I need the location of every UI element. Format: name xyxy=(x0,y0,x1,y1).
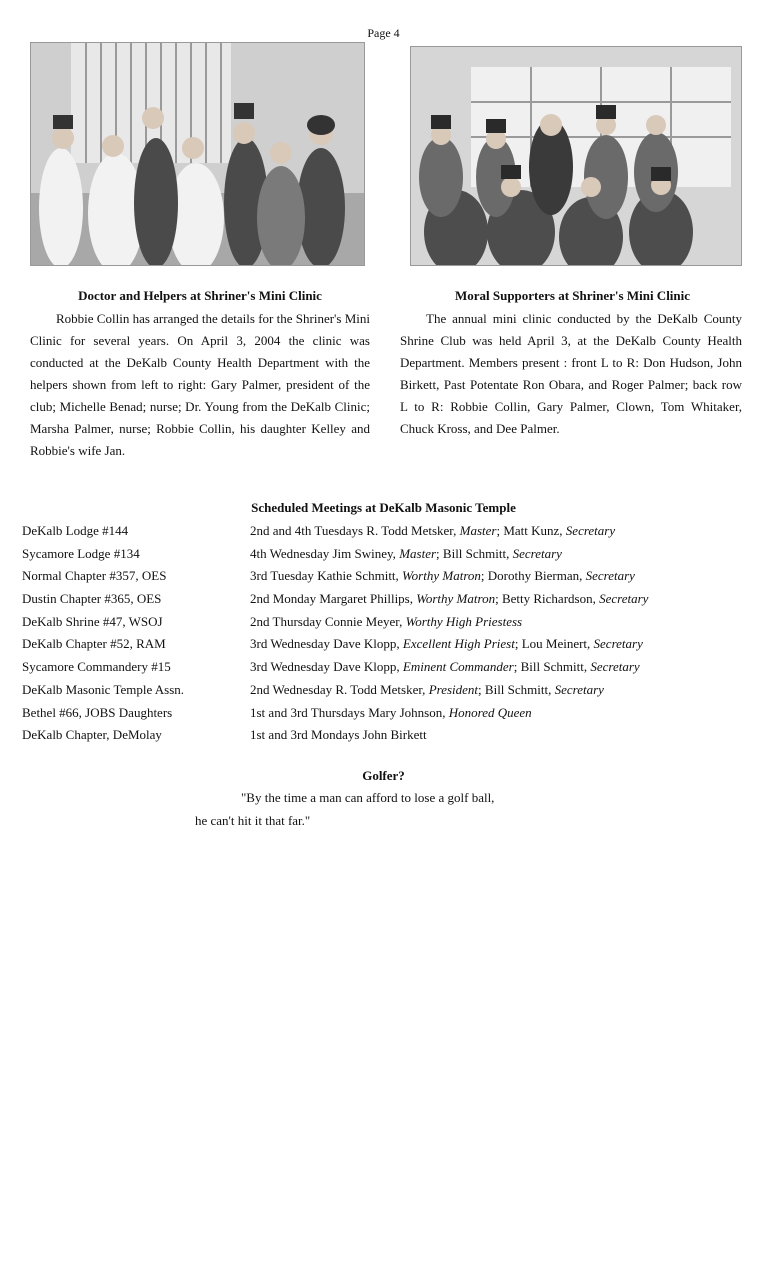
meeting-schedule: 2nd Thursday xyxy=(250,613,322,629)
meeting-organization: DeKalb Masonic Temple Assn. xyxy=(22,681,185,697)
meeting-officer-1: Kathie Schmitt, xyxy=(317,568,399,584)
meeting-role-1: Master xyxy=(459,523,497,538)
meeting-detail: 3rd Tuesday Kathie Schmitt, Worthy Matron; Dorothy Bierman, Secretary xyxy=(250,568,635,584)
meeting-detail: 3rd Wednesday Dave Klopp, Excellent High Priest; Lou Meinert, Secretary xyxy=(250,636,643,652)
meeting-detail xyxy=(250,611,522,633)
meeting-role-1: Master xyxy=(399,545,437,561)
meeting-detail xyxy=(250,724,427,746)
meeting-detail: 2nd Monday Margaret Phillips, Worthy Matron; Betty Richardson, Secretary xyxy=(250,591,649,607)
golfer-title: Golfer? xyxy=(362,768,405,783)
meeting-schedule: 4th Wednesday xyxy=(250,545,330,561)
meeting-row xyxy=(22,520,752,543)
meeting-role-1: Excellent High Priest xyxy=(402,636,515,652)
meeting-row xyxy=(22,702,752,725)
meeting-schedule: 2nd Monday xyxy=(250,591,317,607)
meeting-schedule: 2nd and 4th Tuesdays xyxy=(250,523,364,538)
meetings-list xyxy=(22,520,752,747)
meeting-organization: DeKalb Chapter #52, RAM xyxy=(22,636,166,652)
meeting-detail: 4th Wednesday Jim Swiney, Master; Bill Schmitt, Secretary xyxy=(250,545,562,561)
meeting-officer-2: Bill Schmitt, xyxy=(484,681,552,697)
meeting-organization: Bethel #66, JOBS Daughters xyxy=(22,704,173,720)
meeting-officer-1: Dave Klopp, xyxy=(333,636,400,652)
meeting-officer-1: Margaret Phillips, xyxy=(319,591,413,607)
golfer-quote-line-1: "By the time a man can afford to lose a golf ball, xyxy=(241,790,495,805)
meeting-row xyxy=(22,724,752,747)
meeting-role-2: Secretary xyxy=(590,659,640,675)
meeting-row xyxy=(22,679,752,702)
meeting-role-1: Worthy Matron xyxy=(402,568,481,584)
meeting-officer-2: Dorothy Bierman, xyxy=(487,568,583,584)
left-article-title: Doctor and Helpers at Shriner's Mini Clinic xyxy=(78,288,322,303)
meetings-title: Scheduled Meetings at DeKalb Masonic Temple xyxy=(251,500,516,515)
meeting-role-1: Worthy Matron xyxy=(416,591,496,607)
meeting-row xyxy=(22,633,752,656)
meeting-row xyxy=(22,565,752,588)
meeting-organization: DeKalb Shrine #47, WSOJ xyxy=(22,613,163,629)
page-number: Page 4 xyxy=(367,26,400,40)
right-article-title: Moral Supporters at Shriner's Mini Clinic xyxy=(454,288,691,303)
moral-supporters-photo xyxy=(410,46,742,266)
meeting-row xyxy=(22,611,752,634)
meeting-officer-1: R. Todd Metsker, xyxy=(366,523,457,538)
meeting-officer-1: John Birkett xyxy=(362,727,427,743)
meeting-schedule: 3rd Wednesday xyxy=(250,636,330,652)
meeting-row xyxy=(22,588,752,611)
meeting-row xyxy=(22,656,752,679)
meeting-officer-2: Betty Richardson, xyxy=(501,591,596,607)
meeting-officer-2: Bill Schmitt, xyxy=(442,545,510,561)
meeting-officer-1: R. Todd Metsker, xyxy=(335,681,426,697)
meeting-officer-2: Lou Meinert, xyxy=(521,636,591,652)
meeting-role-1: Worthy High Priestess xyxy=(405,613,523,629)
meeting-role-2: Secretary xyxy=(593,636,643,652)
meeting-schedule: 3rd Tuesday xyxy=(250,568,314,584)
meeting-officer-1: Dave Klopp, xyxy=(333,659,400,675)
meeting-role-2: Secretary xyxy=(585,568,635,584)
meeting-officer-1: Jim Swiney, xyxy=(332,545,396,561)
meeting-role-2: Secretary xyxy=(512,545,562,561)
meeting-officer-2: Matt Kunz, xyxy=(503,523,563,538)
meeting-officer-2: Bill Schmitt, xyxy=(520,659,588,675)
meeting-schedule: 1st and 3rd Thursdays xyxy=(250,704,365,720)
meeting-officer-1: Mary Johnson, xyxy=(368,704,446,720)
meeting-organization: DeKalb Chapter, DeMolay xyxy=(22,727,162,743)
meeting-schedule: 3rd Wednesday xyxy=(250,659,330,675)
meeting-role-1: Honored Queen xyxy=(448,704,532,720)
meeting-detail xyxy=(250,702,532,724)
meeting-detail: 2nd and 4th Tuesdays R. Todd Metsker, Master; Matt Kunz, Secretary xyxy=(250,523,616,538)
meeting-role-2: Secretary xyxy=(565,523,616,538)
right-article-body: The annual mini clinic conducted by the DeKalb County Shrine Club was held April 3, at the DeKalb County Health Department. Members present : front L to R: Don Hudson, John Birkett, Past Potentate Ron Obara, and Roger Palmer; back row L to R: Robbie Collin, Gary Palmer, Clown, Tom Whitaker, Chuck Kross, and Dee Palmer. xyxy=(400,311,742,436)
clinic-helpers-photo xyxy=(30,42,365,266)
golfer-quote-line-2: he can't hit it that far." xyxy=(195,813,311,828)
meeting-row xyxy=(22,543,752,566)
meeting-detail: 2nd Wednesday R. Todd Metsker, President; Bill Schmitt, Secretary xyxy=(250,681,604,697)
meeting-organization: Dustin Chapter #365, OES xyxy=(22,591,162,607)
meeting-organization: Sycamore Commandery #15 xyxy=(22,659,171,675)
meeting-schedule: 2nd Wednesday xyxy=(250,681,333,697)
meeting-role-2: Secretary xyxy=(599,591,649,607)
meeting-role-1: President xyxy=(428,681,479,697)
meeting-detail: 3rd Wednesday Dave Klopp, Eminent Commander; Bill Schmitt, Secretary xyxy=(250,659,640,675)
meeting-role-2: Secretary xyxy=(554,681,604,697)
meeting-organization: DeKalb Lodge #144 xyxy=(22,523,129,538)
meeting-organization: Sycamore Lodge #134 xyxy=(22,545,140,561)
meeting-officer-1: Connie Meyer, xyxy=(324,613,403,629)
left-article-body: Robbie Collin has arranged the details for the Shriner's Mini Clinic for several years. On April 3, 2004 the clinic was conducted at the DeKalb County Health Department with the helpers shown from left to right: Gary Palmer, president of the club; Michelle Benad; nurse; Dr. Young from the DeKalb Clinic; Marsha Palmer, nurse; Robbie Collin, his daughter Kelley and Robbie's wife Jan. xyxy=(30,311,370,458)
meeting-organization: Normal Chapter #357, OES xyxy=(22,568,167,584)
meeting-schedule: 1st and 3rd Mondays xyxy=(250,727,360,743)
meeting-role-1: Eminent Commander xyxy=(402,659,514,675)
